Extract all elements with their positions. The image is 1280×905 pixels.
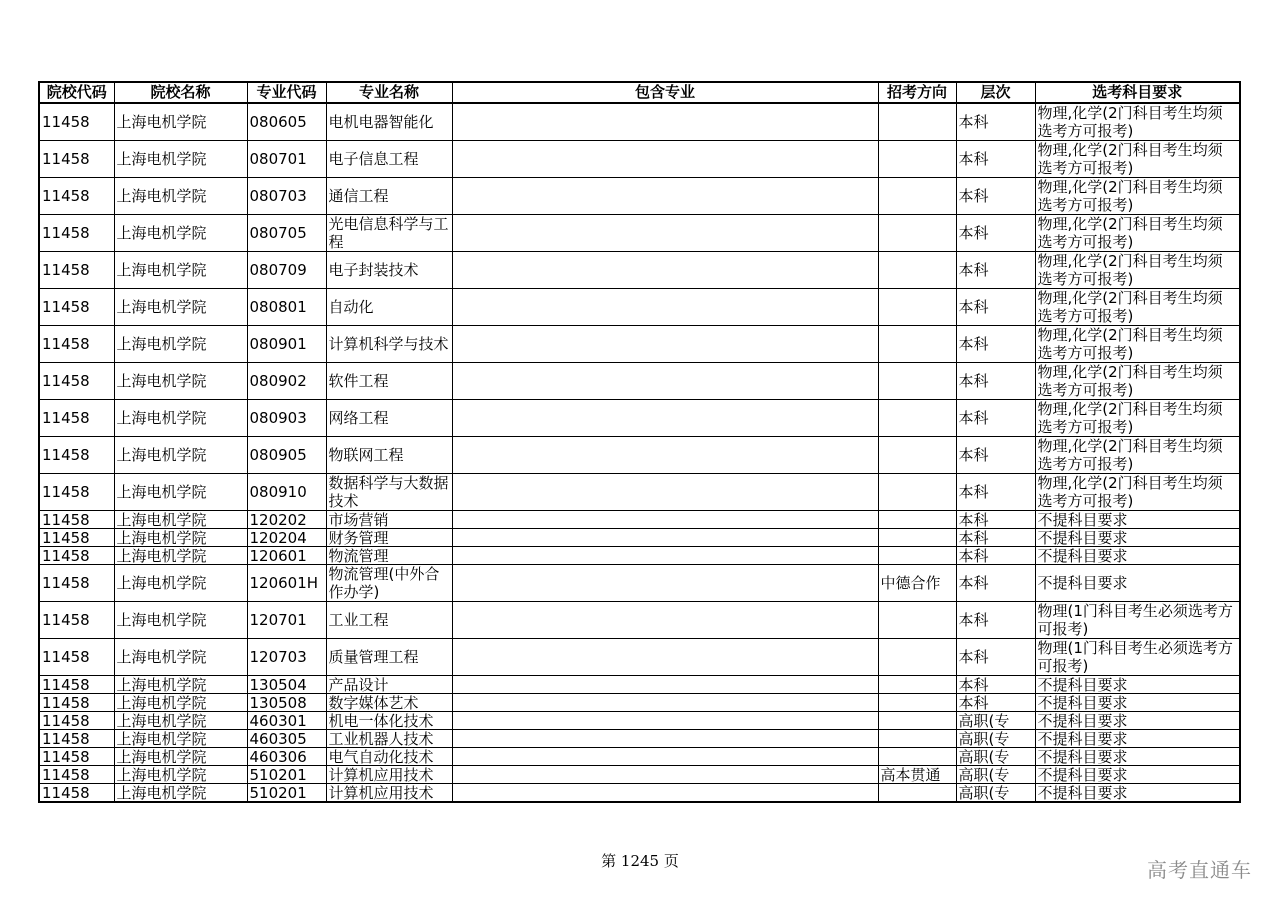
cell-level: 本科: [956, 547, 1035, 565]
cell-school-name: 上海电机学院: [114, 748, 247, 766]
cell-included-majors: [452, 639, 878, 676]
cell-school-name: 上海电机学院: [114, 547, 247, 565]
cell-direction: [878, 730, 956, 748]
cell-major-code: 120204: [247, 529, 326, 547]
cell-major-code: 120703: [247, 639, 326, 676]
cell-school-name: 上海电机学院: [114, 565, 247, 602]
cell-direction: 高本贯通: [878, 766, 956, 784]
cell-major-name: 产品设计: [326, 676, 452, 694]
table-row: [39, 400, 1240, 437]
header-school-name: 院校名称: [114, 82, 247, 103]
table-header-row: [39, 82, 1240, 103]
cell-included-majors: [452, 602, 878, 639]
cell-direction: [878, 748, 956, 766]
table-row: [39, 141, 1240, 178]
cell-direction: [878, 141, 956, 178]
cell-major-name: 财务管理: [326, 529, 452, 547]
cell-included-majors: [452, 766, 878, 784]
cell-school-name: 上海电机学院: [114, 215, 247, 252]
cell-included-majors: [452, 712, 878, 730]
cell-school-code: 11458: [39, 547, 114, 565]
cell-school-name: 上海电机学院: [114, 784, 247, 803]
cell-major-name: 市场营销: [326, 511, 452, 529]
cell-subject-requirement: 不提科目要求: [1035, 766, 1240, 784]
cell-level: 本科: [956, 511, 1035, 529]
header-direction: 招考方向: [878, 82, 956, 103]
cell-school-name: 上海电机学院: [114, 639, 247, 676]
cell-major-code: 080903: [247, 400, 326, 437]
table-row: [39, 326, 1240, 363]
cell-school-code: 11458: [39, 565, 114, 602]
cell-subject-requirement: 不提科目要求: [1035, 565, 1240, 602]
cell-school-code: 11458: [39, 103, 114, 141]
cell-school-name: 上海电机学院: [114, 676, 247, 694]
table-row: [39, 565, 1240, 602]
cell-level: 本科: [956, 529, 1035, 547]
cell-direction: [878, 252, 956, 289]
cell-subject-requirement: 物理,化学(2门科目考生均须选考方可报考): [1035, 474, 1240, 511]
cell-level: 本科: [956, 602, 1035, 639]
cell-major-name: 物流管理(中外合作办学): [326, 565, 452, 602]
cell-direction: [878, 326, 956, 363]
cell-major-code: 080701: [247, 141, 326, 178]
table-row: [39, 474, 1240, 511]
cell-major-code: 080709: [247, 252, 326, 289]
cell-school-name: 上海电机学院: [114, 694, 247, 712]
cell-subject-requirement: 物理,化学(2门科目考生均须选考方可报考): [1035, 215, 1240, 252]
cell-level: 本科: [956, 103, 1035, 141]
cell-school-code: 11458: [39, 437, 114, 474]
table-row: [39, 178, 1240, 215]
cell-direction: [878, 363, 956, 400]
cell-major-code: 080901: [247, 326, 326, 363]
header-included-majors: 包含专业: [452, 82, 878, 103]
cell-school-code: 11458: [39, 639, 114, 676]
cell-included-majors: [452, 252, 878, 289]
cell-school-code: 11458: [39, 730, 114, 748]
cell-level: 高职(专: [956, 766, 1035, 784]
cell-subject-requirement: 物理,化学(2门科目考生均须选考方可报考): [1035, 252, 1240, 289]
cell-major-code: 130504: [247, 676, 326, 694]
cell-school-name: 上海电机学院: [114, 141, 247, 178]
cell-subject-requirement: 不提科目要求: [1035, 784, 1240, 803]
table-row: [39, 363, 1240, 400]
cell-school-code: 11458: [39, 326, 114, 363]
cell-school-name: 上海电机学院: [114, 326, 247, 363]
cell-level: 本科: [956, 326, 1035, 363]
cell-school-code: 11458: [39, 141, 114, 178]
cell-level: 本科: [956, 694, 1035, 712]
cell-direction: 中德合作: [878, 565, 956, 602]
cell-major-name: 光电信息科学与工程: [326, 215, 452, 252]
cell-school-name: 上海电机学院: [114, 766, 247, 784]
cell-included-majors: [452, 748, 878, 766]
cell-school-code: 11458: [39, 400, 114, 437]
cell-major-code: 080801: [247, 289, 326, 326]
cell-major-name: 物流管理: [326, 547, 452, 565]
cell-level: 本科: [956, 565, 1035, 602]
table-row: [39, 639, 1240, 676]
cell-major-name: 软件工程: [326, 363, 452, 400]
header-major-name: 专业名称: [326, 82, 452, 103]
cell-included-majors: [452, 289, 878, 326]
cell-school-code: 11458: [39, 694, 114, 712]
cell-school-code: 11458: [39, 511, 114, 529]
cell-school-code: 11458: [39, 602, 114, 639]
cell-level: 本科: [956, 178, 1035, 215]
cell-included-majors: [452, 730, 878, 748]
table-row: [39, 766, 1240, 784]
cell-school-name: 上海电机学院: [114, 529, 247, 547]
cell-major-name: 数字媒体艺术: [326, 694, 452, 712]
table-row: [39, 676, 1240, 694]
cell-direction: [878, 511, 956, 529]
cell-major-code: 460305: [247, 730, 326, 748]
header-school-code: 院校代码: [39, 82, 114, 103]
table-row: [39, 529, 1240, 547]
cell-direction: [878, 178, 956, 215]
cell-subject-requirement: 不提科目要求: [1035, 676, 1240, 694]
cell-school-code: 11458: [39, 766, 114, 784]
cell-level: 本科: [956, 215, 1035, 252]
cell-included-majors: [452, 178, 878, 215]
cell-level: 本科: [956, 363, 1035, 400]
cell-included-majors: [452, 547, 878, 565]
cell-school-code: 11458: [39, 363, 114, 400]
cell-subject-requirement: 物理,化学(2门科目考生均须选考方可报考): [1035, 289, 1240, 326]
cell-subject-requirement: 物理,化学(2门科目考生均须选考方可报考): [1035, 326, 1240, 363]
cell-school-name: 上海电机学院: [114, 474, 247, 511]
cell-school-name: 上海电机学院: [114, 400, 247, 437]
table-row: [39, 694, 1240, 712]
header-major-code: 专业代码: [247, 82, 326, 103]
table-row: [39, 547, 1240, 565]
cell-school-code: 11458: [39, 712, 114, 730]
cell-direction: [878, 103, 956, 141]
header-level: 层次: [956, 82, 1035, 103]
cell-direction: [878, 400, 956, 437]
cell-direction: [878, 474, 956, 511]
table-row: [39, 437, 1240, 474]
cell-subject-requirement: 物理,化学(2门科目考生均须选考方可报考): [1035, 437, 1240, 474]
cell-subject-requirement: 不提科目要求: [1035, 712, 1240, 730]
admission-table: [38, 81, 1241, 803]
cell-subject-requirement: 物理,化学(2门科目考生均须选考方可报考): [1035, 363, 1240, 400]
cell-direction: [878, 712, 956, 730]
cell-school-name: 上海电机学院: [114, 289, 247, 326]
cell-subject-requirement: 物理(1门科目考生必须选考方可报考): [1035, 639, 1240, 676]
cell-school-code: 11458: [39, 178, 114, 215]
cell-included-majors: [452, 400, 878, 437]
cell-level: 高职(专: [956, 784, 1035, 803]
cell-school-name: 上海电机学院: [114, 103, 247, 141]
cell-included-majors: [452, 326, 878, 363]
table-row: [39, 730, 1240, 748]
table-row: [39, 289, 1240, 326]
cell-major-code: 120601H: [247, 565, 326, 602]
cell-major-name: 计算机应用技术: [326, 784, 452, 803]
cell-school-name: 上海电机学院: [114, 363, 247, 400]
cell-school-code: 11458: [39, 748, 114, 766]
cell-major-code: 510201: [247, 766, 326, 784]
cell-included-majors: [452, 141, 878, 178]
table-row: [39, 712, 1240, 730]
cell-direction: [878, 529, 956, 547]
table-row: [39, 511, 1240, 529]
table-row: [39, 215, 1240, 252]
cell-major-name: 数据科学与大数据技术: [326, 474, 452, 511]
cell-school-code: 11458: [39, 529, 114, 547]
header-subject-requirement: 选考科目要求: [1035, 82, 1240, 103]
cell-included-majors: [452, 784, 878, 803]
cell-level: 本科: [956, 639, 1035, 676]
cell-direction: [878, 784, 956, 803]
cell-major-name: 质量管理工程: [326, 639, 452, 676]
cell-school-code: 11458: [39, 474, 114, 511]
cell-school-name: 上海电机学院: [114, 252, 247, 289]
cell-major-code: 460306: [247, 748, 326, 766]
cell-major-name: 电气自动化技术: [326, 748, 452, 766]
cell-included-majors: [452, 694, 878, 712]
cell-subject-requirement: 不提科目要求: [1035, 511, 1240, 529]
cell-major-name: 机电一体化技术: [326, 712, 452, 730]
cell-level: 本科: [956, 289, 1035, 326]
cell-major-code: 080905: [247, 437, 326, 474]
cell-included-majors: [452, 676, 878, 694]
cell-major-code: 120601: [247, 547, 326, 565]
cell-level: 本科: [956, 676, 1035, 694]
cell-major-code: 080902: [247, 363, 326, 400]
cell-major-name: 网络工程: [326, 400, 452, 437]
cell-school-name: 上海电机学院: [114, 712, 247, 730]
cell-school-code: 11458: [39, 289, 114, 326]
table-row: [39, 252, 1240, 289]
cell-major-name: 计算机应用技术: [326, 766, 452, 784]
cell-included-majors: [452, 511, 878, 529]
watermark: 高考直通车: [1147, 858, 1252, 882]
cell-included-majors: [452, 529, 878, 547]
cell-subject-requirement: 物理(1门科目考生必须选考方可报考): [1035, 602, 1240, 639]
cell-subject-requirement: 不提科目要求: [1035, 730, 1240, 748]
cell-subject-requirement: 物理,化学(2门科目考生均须选考方可报考): [1035, 400, 1240, 437]
cell-major-name: 工业机器人技术: [326, 730, 452, 748]
cell-major-name: 工业工程: [326, 602, 452, 639]
cell-school-name: 上海电机学院: [114, 178, 247, 215]
table-row: [39, 103, 1240, 141]
cell-level: 高职(专: [956, 712, 1035, 730]
cell-level: 本科: [956, 437, 1035, 474]
cell-direction: [878, 547, 956, 565]
cell-included-majors: [452, 437, 878, 474]
cell-included-majors: [452, 215, 878, 252]
cell-major-name: 电机电器智能化: [326, 103, 452, 141]
cell-major-code: 120701: [247, 602, 326, 639]
cell-subject-requirement: 不提科目要求: [1035, 529, 1240, 547]
table-body: [39, 103, 1240, 802]
cell-major-code: 120202: [247, 511, 326, 529]
cell-major-name: 计算机科学与技术: [326, 326, 452, 363]
cell-school-code: 11458: [39, 784, 114, 803]
table-row: [39, 748, 1240, 766]
cell-major-code: 460301: [247, 712, 326, 730]
cell-school-code: 11458: [39, 676, 114, 694]
cell-direction: [878, 289, 956, 326]
cell-major-code: 130508: [247, 694, 326, 712]
cell-major-name: 物联网工程: [326, 437, 452, 474]
cell-direction: [878, 215, 956, 252]
cell-included-majors: [452, 363, 878, 400]
cell-major-code: 080705: [247, 215, 326, 252]
cell-included-majors: [452, 103, 878, 141]
cell-subject-requirement: 不提科目要求: [1035, 748, 1240, 766]
cell-direction: [878, 437, 956, 474]
cell-major-code: 080910: [247, 474, 326, 511]
cell-major-name: 自动化: [326, 289, 452, 326]
cell-direction: [878, 639, 956, 676]
cell-direction: [878, 694, 956, 712]
cell-major-name: 通信工程: [326, 178, 452, 215]
cell-major-name: 电子封装技术: [326, 252, 452, 289]
cell-level: 本科: [956, 141, 1035, 178]
cell-major-code: 080605: [247, 103, 326, 141]
cell-school-code: 11458: [39, 252, 114, 289]
cell-subject-requirement: 物理,化学(2门科目考生均须选考方可报考): [1035, 103, 1240, 141]
cell-level: 高职(专: [956, 748, 1035, 766]
cell-included-majors: [452, 474, 878, 511]
cell-major-name: 电子信息工程: [326, 141, 452, 178]
cell-subject-requirement: 不提科目要求: [1035, 547, 1240, 565]
cell-major-code: 080703: [247, 178, 326, 215]
cell-direction: [878, 602, 956, 639]
cell-subject-requirement: 不提科目要求: [1035, 694, 1240, 712]
cell-school-name: 上海电机学院: [114, 602, 247, 639]
cell-subject-requirement: 物理,化学(2门科目考生均须选考方可报考): [1035, 141, 1240, 178]
cell-school-name: 上海电机学院: [114, 511, 247, 529]
cell-level: 本科: [956, 400, 1035, 437]
table-row: [39, 784, 1240, 803]
cell-school-code: 11458: [39, 215, 114, 252]
cell-major-code: 510201: [247, 784, 326, 803]
table-row: [39, 602, 1240, 639]
cell-direction: [878, 676, 956, 694]
cell-school-name: 上海电机学院: [114, 437, 247, 474]
cell-level: 高职(专: [956, 730, 1035, 748]
cell-subject-requirement: 物理,化学(2门科目考生均须选考方可报考): [1035, 178, 1240, 215]
page-number: 第 1245 页: [601, 852, 679, 870]
cell-level: 本科: [956, 252, 1035, 289]
cell-included-majors: [452, 565, 878, 602]
cell-school-name: 上海电机学院: [114, 730, 247, 748]
cell-level: 本科: [956, 474, 1035, 511]
